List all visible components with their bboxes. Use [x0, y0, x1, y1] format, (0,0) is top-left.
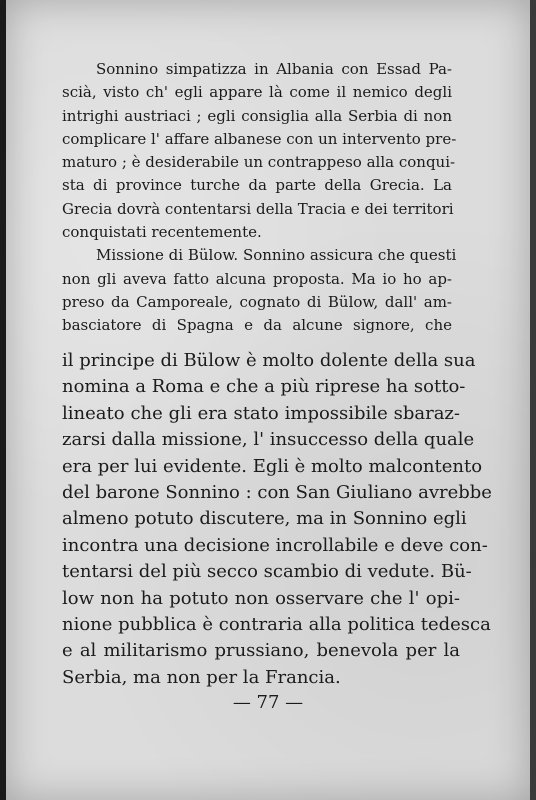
- text-line: tentarsi del più secco scambio di vedute. Bü-: [62, 561, 472, 583]
- text-line: zarsi dalla missione, l' insuccesso della quale: [62, 429, 475, 451]
- text-line: Serbia, ma non per la Francia.: [62, 666, 341, 688]
- text-line: intrighi austriaci ; egli consiglia alla Serbia di non: [62, 106, 452, 125]
- text-line: Missione di Bülow. Sonnino assicura che questi: [96, 246, 457, 265]
- text-line: Grecia dovrà contentarsi della Tracia e dei territori: [62, 199, 454, 218]
- text-line: incontra una decisione incrollabile e deve con-: [62, 534, 488, 556]
- page-number: — 77 —: [232, 692, 304, 713]
- text-line: il principe di Bülow è molto dolente della sua: [62, 350, 476, 371]
- text-line: complicare l' affare albanese con un intervento pre-: [62, 129, 457, 148]
- text-line: non gli aveva fatto alcuna proposta. Ma io ho ap-: [62, 269, 452, 288]
- book-page: [6, 0, 530, 800]
- upper-paragraph: [62, 58, 457, 338]
- text-line: nione pubblica è contraria alla politica tedesca: [62, 614, 491, 636]
- text-line: basciatore di Spagna e da alcune signore, che: [62, 316, 452, 335]
- text-line: era per lui evidente. Egli è molto malcontento: [62, 455, 483, 477]
- text-line: nomina a Roma e che a più riprese ha sotto-: [62, 376, 466, 398]
- text-line: lineato che gli era stato impossibile sbaraz-: [62, 402, 460, 424]
- text-line: sta di province turche da parte della Grecia. La: [62, 176, 452, 195]
- lower-paragraph: [62, 348, 492, 691]
- scan-right-edge: [530, 0, 536, 800]
- text-line: Sonnino simpatizza in Albania con Essad Pa-: [96, 60, 452, 78]
- text-line: maturo ; è desiderabile un contrappeso alla conqui-: [62, 153, 456, 172]
- text-line: preso da Camporeale, cognato di Bülow, dall' am-: [62, 292, 452, 311]
- text-line: conquistati recentemente.: [62, 223, 262, 242]
- text-line: e al militarismo prussiano, benevola per la: [62, 640, 460, 662]
- text-line: del barone Sonnino : con San Giuliano avrebbe: [62, 482, 492, 504]
- text-line: almeno potuto discutere, ma in Sonnino egli: [62, 508, 467, 530]
- text-line: scià, visto ch' egli appare là come il nemico degli: [62, 83, 452, 102]
- text-line: low non ha potuto non osservare che l' opi-: [62, 587, 460, 609]
